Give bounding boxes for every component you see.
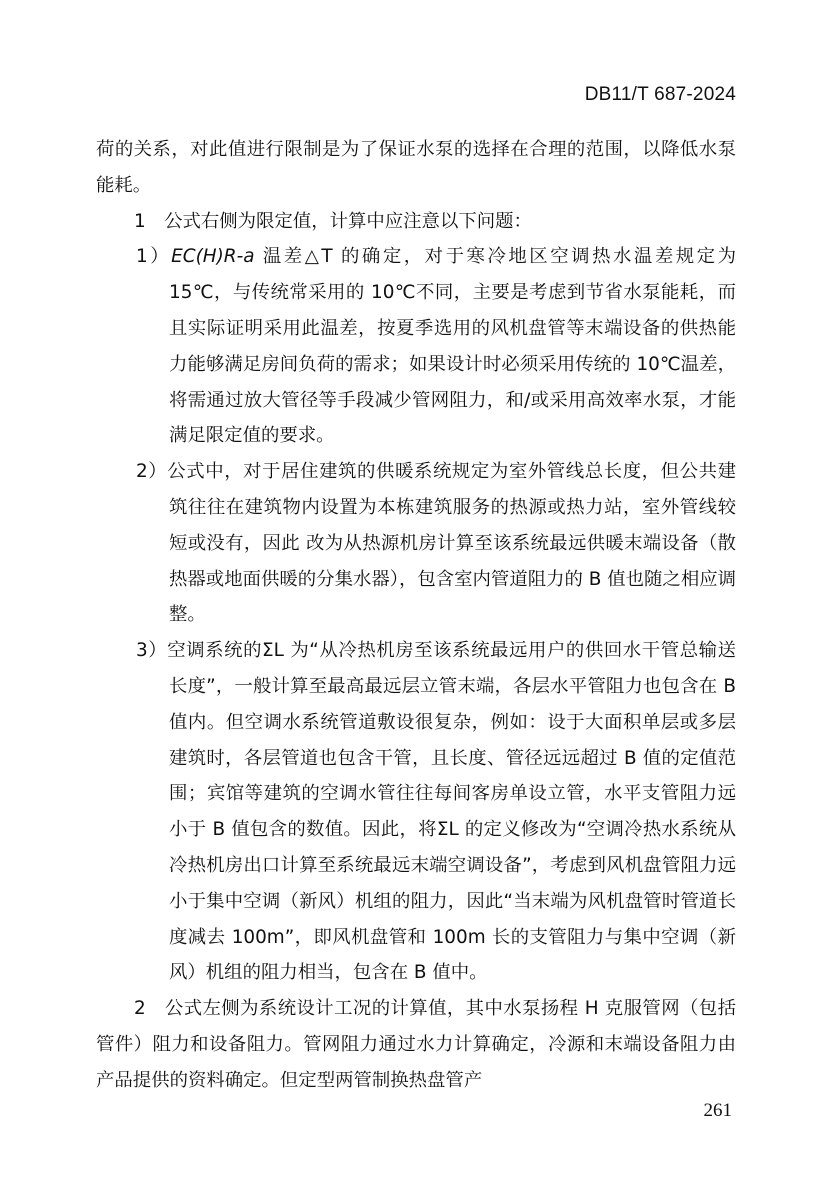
list-item-1 (96, 239, 736, 454)
page-number: 261 (703, 1100, 732, 1121)
list-item-2 (96, 454, 736, 633)
paragraph-clause-2: 2 公式左侧为系统设计工况的计算值，其中水泵扬程 H 克服管网（包括管件）阻力和设备阻力。管网阻力通过水力计算确定，冷源和末端设备阻力由产品提供的资料确定。但定型两管制换热盘管产 (96, 998, 736, 1091)
list-item-text: 温差△T 的确定，对于寒冷地区空调热水温差规定为 15℃，与传统常采用的 10℃不同，主要是考虑到节省水泵能耗，而且实际证明采用此温差，按夏季选用的风机盘管等末端设备的供热能力能够满足房间负荷的需求；如果设计时必须采用传统的 10℃温差，将需通过放大管径等手段减少管网阻力，和/或采用高效率水泵，才能满足限定值的要求。 (169, 246, 736, 447)
formula-term: EC(H)R-a (171, 246, 255, 268)
list-marker: 2） (136, 461, 168, 483)
paragraph-continued: 荷的关系，对此值进行限制是为了保证水泵的选择在合理的范围，以降低水泵能耗。 (96, 139, 736, 196)
list-marker: 1） (136, 246, 172, 268)
body-text (96, 132, 736, 1099)
list-item-text: 空调系统的ΣL 为“从冷热机房至该系统最远用户的供回水干管总输送长度”，一般计算至最高最远层立管末端，各层水平管阻力也包含在 B 值内。但空调水系统管道敷设很复杂，例如：设于大面积单层或多层建筑时，各层管道也包含干管，且长度、管径远远超过 B 值的定值范围；宾馆等建筑的空调水管往往每间客房单设立管，水平支管阻力远小于 B 值包含的数值。因此，将ΣL 的定义修改为“空调冷热水系统从冷热机房出口计算至系统最远末端空调设备”，考虑到风机盘管阻力远小于集中空调（新风）机组的阻力，因此“当末端为风机盘管时管道长度减去 100m”，即风机盘管和 100m 长的支管阻力与集中空调（新风）机组的阻力相当，包含在 B 值中。 (167, 640, 737, 984)
list-marker: 3） (136, 640, 168, 662)
standard-code: DB11/T 687-2024 (584, 84, 736, 105)
list-item-3 (96, 633, 736, 991)
list-item-text: 公式中，对于居住建筑的供暖系统规定为室外管线总长度，但公共建筑往往在建筑物内设置为本栋建筑服务的热源或热力站，室外管线较短或没有，因此 改为从热源机房计算至该系统最远供暖末端设备（散热器或地面供暖的分集水器），包含室内管道阻力的 B 值也随之相应调整。 (167, 461, 736, 626)
paragraph-clause-1: 1 公式右侧为限定值，计算中应注意以下问题： (134, 210, 532, 232)
